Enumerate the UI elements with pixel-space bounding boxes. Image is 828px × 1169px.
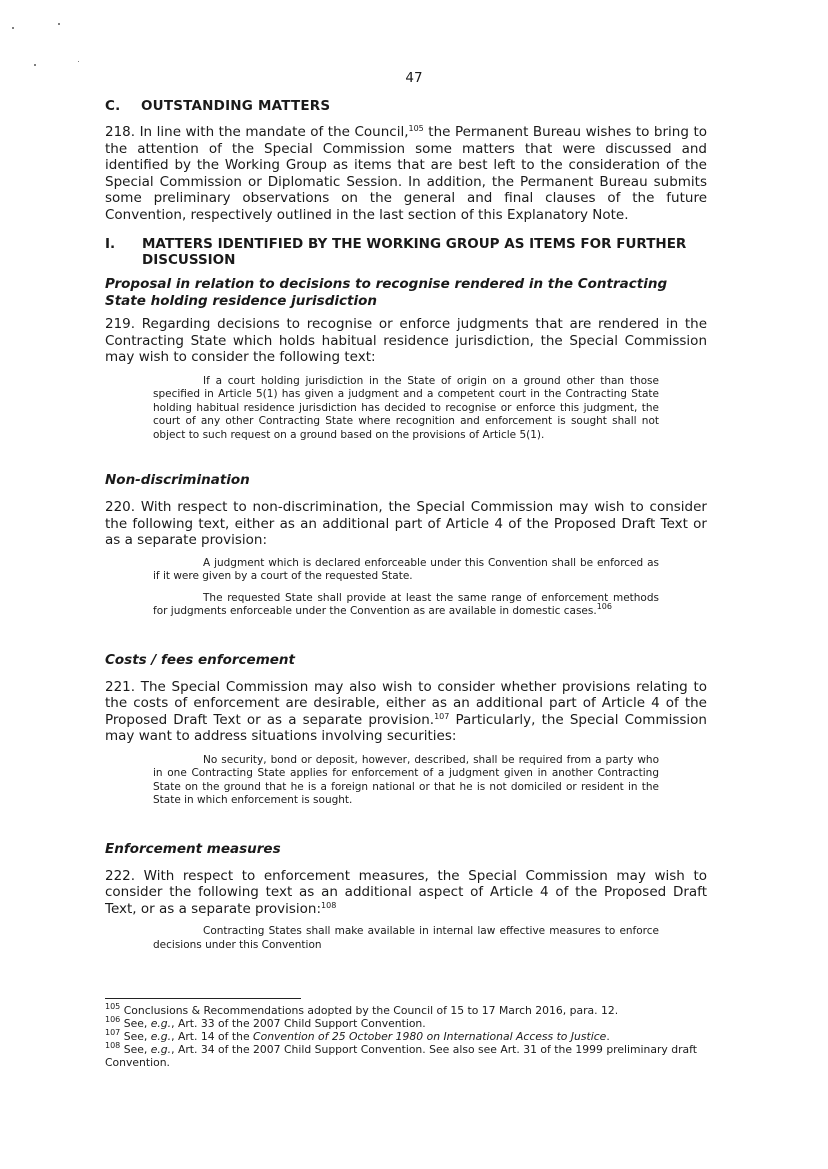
footnote-106 bbox=[105, 1017, 717, 1030]
quote-219 bbox=[153, 375, 659, 443]
paragraph-218 bbox=[105, 124, 707, 223]
paragraph-222 bbox=[105, 868, 707, 918]
subsection-heading bbox=[105, 236, 707, 268]
quote-220 bbox=[153, 557, 659, 619]
footnotes bbox=[105, 1004, 717, 1069]
footnote-ref: 107 bbox=[434, 711, 450, 721]
topic-heading-recognition: Proposal in relation to decisions to recognise rendered in the Contracting State holding residence jurisdiction bbox=[105, 276, 668, 309]
footnote-text: See, bbox=[120, 1017, 151, 1030]
paragraph-219: 219. Regarding decisions to recognise or enforce judgments that are rendered in the Contracting State which holds habitual residence jurisdiction, the Special Commission may wish to consider the following text: bbox=[105, 316, 707, 365]
scan-speck bbox=[78, 61, 79, 62]
subsection-number: I. bbox=[105, 236, 116, 252]
subsection-title: MATTERS IDENTIFIED BY THE WORKING GROUP AS ITEMS FOR FURTHER DISCUSSION bbox=[142, 236, 687, 268]
footnote-107 bbox=[105, 1030, 717, 1043]
footnote-108 bbox=[105, 1043, 717, 1069]
quote-text bbox=[153, 592, 659, 619]
footnote-ref: 106 bbox=[596, 602, 612, 611]
scan-speck bbox=[34, 64, 36, 66]
footnote-separator bbox=[105, 998, 301, 999]
footnote-number: 108 bbox=[105, 1041, 121, 1050]
footnote-number: 105 bbox=[105, 1002, 121, 1011]
scan-speck bbox=[12, 27, 14, 29]
footnote-text: , Art. 33 of the 2007 Child Support Convention. bbox=[171, 1017, 426, 1030]
quote-text: No security, bond or deposit, however, described, shall be required from a party who in one Contracting State applies for enforcement of a judgment given in another Contracting State on the ground that he is a foreign national or that he is not domiciled or resident in the State in which enforcement is sought. bbox=[153, 753, 659, 806]
footnote-number: 106 bbox=[105, 1015, 121, 1024]
quote-span: The requested State shall provide at least the same range of enforcement methods for judgments enforceable under the Convention as are available in domestic cases. bbox=[153, 591, 659, 617]
footnote-105 bbox=[105, 1004, 717, 1017]
footnote-text: , Art. 14 of the bbox=[171, 1030, 254, 1043]
paragraph-text: the Permanent Bureau wishes to bring to the attention of the Special Commission some matters that were discussed and identified by the Working Group as items that are best left to the consideration of the Special Commission or Diplomatic Session. In addition, the Permanent Bureau submits some preliminary observations on the general and final clauses of the future Convention, respectively outlined in the last section of this Explanatory Note. bbox=[105, 124, 707, 223]
topic-heading-costs: Costs / fees enforcement bbox=[105, 651, 295, 668]
quote-221 bbox=[153, 754, 659, 808]
footnote-italic: e.g. bbox=[150, 1017, 172, 1030]
footnote-text: Conclusions & Recommendations adopted by the Council of 15 to 17 March 2016, para. 12. bbox=[120, 1004, 619, 1017]
topic-heading-non-discrimination: Non-discrimination bbox=[105, 472, 250, 488]
footnote-number: 107 bbox=[105, 1028, 121, 1037]
footnote-italic-title: Convention of 25 October 1980 on International Access to Justice bbox=[253, 1030, 607, 1043]
scan-speck bbox=[58, 23, 60, 25]
footnote-ref: 108 bbox=[321, 900, 337, 910]
section-title: OUTSTANDING MATTERS bbox=[141, 98, 331, 114]
paragraph-220: 220. With respect to non-discrimination, the Special Commission may wish to consider the following text, either as an additional part of Article 4 of the Proposed Draft Text or as a separate provision: bbox=[105, 499, 707, 548]
footnote-text: , Art. 34 of the 2007 Child Support Convention. See also see Art. 31 of the 1999 preliminary draft Convention. bbox=[105, 1043, 698, 1069]
section-letter: C. bbox=[105, 98, 121, 114]
footnote-ref: 105 bbox=[408, 124, 424, 133]
page-number: 47 bbox=[405, 70, 423, 86]
paragraph-text: Particularly, the Special Commission may want to address situations involving securities: bbox=[105, 711, 707, 744]
quote-text: Contracting States shall make available in internal law effective measures to enforce decisions under this Convention bbox=[153, 925, 659, 951]
paragraph-text: 218. In line with the mandate of the Council, bbox=[105, 124, 409, 140]
quote-222 bbox=[153, 925, 659, 952]
quote-text: A judgment which is declared enforceable under this Convention shall be enforced as if it were given by a court of the requested State. bbox=[153, 556, 659, 582]
paragraph-text: 222. With respect to enforcement measures, the Special Commission may wish to consider the following text as an additional aspect of Article 4 of the Proposed Draft Text, or as a separate provision: bbox=[105, 867, 707, 917]
footnote-italic: e.g. bbox=[150, 1043, 172, 1056]
footnote-italic: e.g. bbox=[150, 1030, 172, 1043]
paragraph-221 bbox=[105, 679, 707, 745]
section-heading bbox=[105, 98, 707, 114]
paragraph-text: 221. The Special Commission may also wish to consider whether provisions relating to the costs of enforcement are desirable, either as an additional part of Article 4 of the Proposed Draft Text or as a separate provision. bbox=[105, 678, 707, 728]
topic-heading-enforcement-measures: Enforcement measures bbox=[105, 840, 281, 857]
quote-text: If a court holding jurisdiction in the State of origin on a ground other than those specified in Article 5(1) has given a judgment and a competent court in the Contracting State holding habitual residence jurisdiction has decided to recognise or enforce this judgment, the court of any other Contracting State where recognition and enforcement is sought shall not object to such request on a ground based on the provisions of Article 5(1). bbox=[153, 374, 659, 441]
footnote-text: . bbox=[606, 1030, 610, 1043]
footnote-text: See, bbox=[120, 1030, 151, 1043]
footnote-text: See, bbox=[120, 1043, 151, 1056]
page-body bbox=[105, 98, 707, 952]
